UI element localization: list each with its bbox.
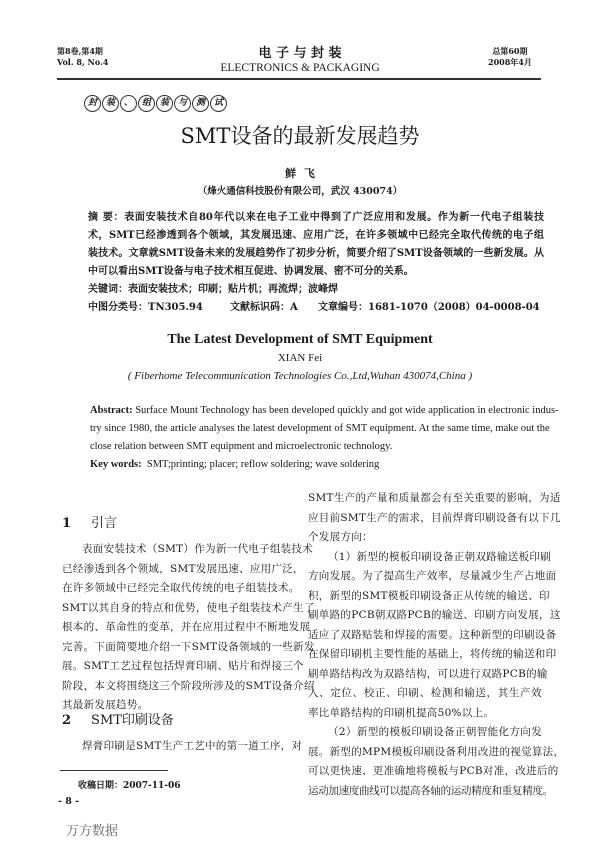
footnote-rule <box>60 770 168 771</box>
clc-number: 中图分类号：TN305.94 <box>88 302 203 313</box>
body-line: SMT以其自身的特点和优势，使电子组装技术产生了 <box>62 601 315 614</box>
tag-char: 封 <box>84 95 101 112</box>
title-en: The Latest Development of SMT Equipment <box>167 332 433 347</box>
body-line: 入、定位、校正、印刷、检测和输送，其生产效 <box>308 687 542 699</box>
body-line: （1）新型的模板印刷设备正朝双路输送板印刷 <box>328 550 551 563</box>
body-line: 可以更快速、更准确地将模板与PCB对准，改进后的 <box>308 765 559 777</box>
abstract-line: Surface Mount Technology has been developed quickly and got wide application in electronic indus- <box>132 405 559 416</box>
journal-name-zh: 电 子 与 封 装 <box>258 46 342 61</box>
body-line: 个发展方向： <box>308 531 373 543</box>
body-line: 率比单路结构的印刷机提高50%以上。 <box>308 706 495 719</box>
body-line: 展。新型的MPM模板印刷设备利用改进的视觉算法， <box>308 745 565 758</box>
body-line: 在许多领域中已经完全取代传统的电子组装技术。 <box>62 582 300 594</box>
right-column-body <box>308 489 565 801</box>
abstract-line: close relation between SMT equipment and microelectronic technology. <box>90 441 393 452</box>
volume-en: Vol. 8, No.4 <box>57 57 109 67</box>
affiliation: （烽火通信科技股份有限公司，武汉 430074） <box>197 186 403 197</box>
section-2-heading <box>62 709 174 728</box>
tag-char: 与 <box>174 95 191 112</box>
keywords-zh: 关键词：表面安装技术；印刷；贴片机；再流焊；波峰焊 <box>88 284 338 295</box>
body-line: 适应了双路贴装和焊接的需要。这种新型的印刷设备 <box>308 628 557 641</box>
abstract-line: try since 1980, the article analyses the latest development of SMT equipment. At the same time, make out the <box>90 423 550 434</box>
paper-title: SMT设备的最新发展趋势 <box>180 124 420 148</box>
section-number: 1 <box>62 516 72 531</box>
keywords-label: Key words: <box>90 459 142 470</box>
body-line: 展。SMT工艺过程包括焊膏印刷、贴片和焊接三个 <box>62 660 304 672</box>
section-title: SMT印刷设备 <box>91 713 174 728</box>
body-line: 在保留印刷机主要性能的基础上，将传统的输送和印 <box>308 648 557 660</box>
document-code: 文献标识码：A <box>230 302 298 313</box>
body-line: 积，新型的SMT模板印刷设备正从传统的输送、印 <box>308 589 550 602</box>
journal-name-en: ELECTRONICS & PACKAGING <box>220 62 380 74</box>
column-tag <box>84 95 227 112</box>
header-rule <box>57 78 541 80</box>
author-en: XIAN Fei <box>277 352 323 364</box>
issue-info <box>488 46 532 68</box>
body-line: 运动加速度曲线可以提高各轴的运动精度和重复精度。 <box>308 784 553 797</box>
issue-total: 总第60期 <box>492 46 528 56</box>
keywords-en: SMT;printing; placer; reflow soldering; wave soldering <box>141 459 380 470</box>
body-line: 应目前SMT生产的需求，目前焊膏印刷设备有以下几 <box>308 511 561 524</box>
author: 鲜 飞 <box>285 167 315 180</box>
tag-char: 、 <box>120 95 137 112</box>
body-line: 刷单路结构改为双路结构，可以进行双路PCB的输 <box>308 667 548 680</box>
watermark: 万方数据 <box>66 824 119 839</box>
abstract-zh <box>88 209 544 299</box>
body-line: 刷单路的PCB朝双路PCB的输送、印刷方向发展，这 <box>308 609 561 621</box>
body-line: 方向发展。为了提高生产效率，尽量减少生产占地面 <box>308 570 557 582</box>
section-1-body <box>62 540 315 716</box>
body-line: 根本的、革命性的变革，并在应用过程中不断地发展 <box>62 621 311 633</box>
issue-date: 2008年4月 <box>488 57 532 67</box>
affiliation-en: ( Fiberhome Telecommunication Technologies Co.,Ltd,Wuhan 430074,China ) <box>127 370 473 382</box>
page-number: - 8 - <box>58 796 80 807</box>
abstract-line: 中可以看出SMT设备与电子技术相互促进、协调发展、密不可分的关系。 <box>88 266 414 277</box>
section-2-body <box>62 737 303 757</box>
abstract-en <box>90 402 559 474</box>
tag-char: 装 <box>102 95 119 112</box>
abstract-label: Abstract: <box>90 405 133 416</box>
body-line: 其最新发展趋势。 <box>62 699 149 711</box>
section-title: 引言 <box>91 516 118 531</box>
body-line: 已经渗透到各个领域，SMT发展迅速、应用广泛， <box>62 562 304 575</box>
tag-char: 测 <box>192 95 209 112</box>
abstract-line: 装技术。文章就SMT设备未来的发展趋势作了初步分析，简要介绍了SMT设备领域的一些新发展。从 <box>88 248 544 259</box>
abstract-line: 摘 要：表面安装技术自80年代以来在电子工业中得到了广泛应用和发展。作为新一代电子组装技 <box>88 212 544 223</box>
received-date: 收稿日期：2007-11-06 <box>78 781 181 791</box>
volume-zh: 第8卷,第4期 <box>57 46 103 56</box>
tag-char: 试 <box>210 95 227 112</box>
abstract-line: 术，SMT已经渗透到各个领域，其发展迅速、应用广泛，在许多领域中已经完全取代传统的电子组 <box>88 230 544 241</box>
section-number: 2 <box>62 713 72 728</box>
tag-char: 组 <box>138 95 155 112</box>
body-line: 焊膏印刷是SMT生产工艺中的第一道工序，对 <box>82 740 303 752</box>
section-1-heading <box>62 512 117 531</box>
body-line: 完善。下面简要地介绍一下SMT设备领域的一些新发 <box>62 640 315 653</box>
body-line: 表面安装技术（SMT）作为新一代电子组装技术 <box>82 543 314 555</box>
article-number: 文章编号：1681-1070（2008）04-0008-04 <box>318 302 540 313</box>
body-line: （2）新型的模板印刷设备正朝智能化方向发 <box>328 726 542 738</box>
body-line: 阶段，本文将围绕这三个阶段所涉及的SMT设备介绍 <box>62 679 315 692</box>
tag-char: 装 <box>156 95 173 112</box>
body-line: SMT生产的产量和质量都会有至关重要的影响，为适 <box>308 492 561 504</box>
